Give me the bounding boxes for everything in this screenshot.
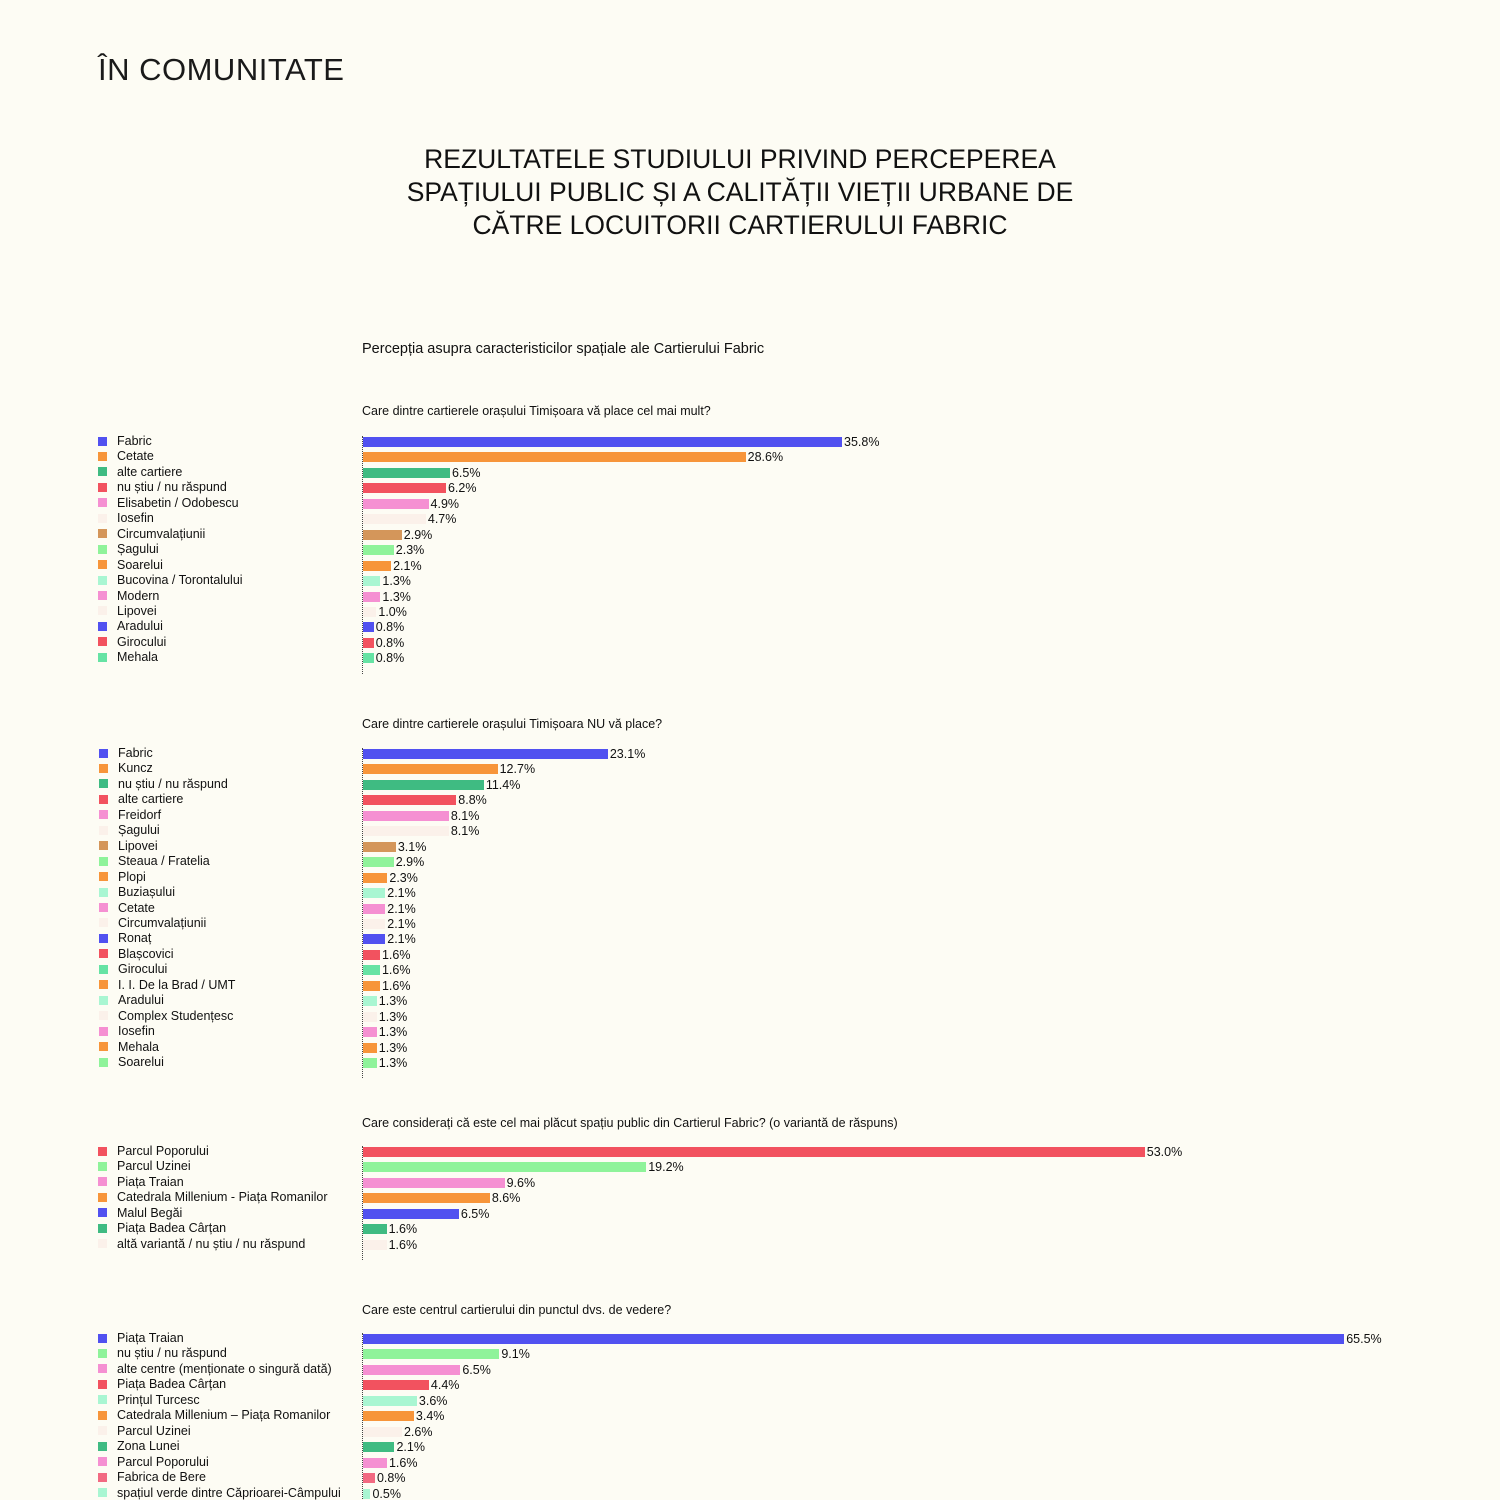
bar <box>363 1012 377 1022</box>
bar <box>363 1396 417 1406</box>
legend-swatch <box>98 452 107 461</box>
data-label: 0.8% <box>375 651 405 666</box>
legend-swatch <box>98 437 107 446</box>
legend-label: Fabric <box>118 746 153 760</box>
bar <box>363 1193 490 1203</box>
legend-item <box>98 1346 227 1361</box>
chart-question: Care dintre cartierele orașului Timișoara vă place cel mai mult? <box>362 404 711 418</box>
legend-label: Buziașului <box>118 885 175 900</box>
legend-label: Iosefin <box>117 511 154 526</box>
legend-item <box>98 619 163 634</box>
legend-item <box>98 1237 305 1252</box>
chart-question: Care este centrul cartierului din punctul dvs. de vedere? <box>362 1303 672 1317</box>
bar <box>363 795 456 805</box>
legend-item <box>99 746 153 761</box>
legend-item <box>98 650 158 665</box>
bar <box>363 561 391 571</box>
legend-item <box>99 885 175 900</box>
bar <box>363 1043 377 1053</box>
bar <box>363 1427 402 1437</box>
legend-label: Cetate <box>118 900 155 915</box>
section-subtitle: Percepția asupra caracteristicilor spațiale ale Cartierului Fabric <box>362 341 765 357</box>
legend-swatch <box>99 810 108 819</box>
legend-label: Parcul Poporului <box>117 1144 209 1158</box>
legend-label: Piața Traian <box>117 1174 184 1189</box>
legend-swatch <box>98 1426 107 1435</box>
legend-label: Șagului <box>118 823 160 838</box>
data-label: 2.1% <box>387 901 416 916</box>
legend-label: Mehala <box>118 1039 159 1054</box>
legend-swatch <box>98 576 107 585</box>
legend-swatch <box>98 653 107 662</box>
data-label: 9.1% <box>501 1347 530 1362</box>
legend-item <box>99 916 206 931</box>
data-label: 0.8% <box>376 1471 406 1486</box>
data-label: 19.2% <box>648 1160 684 1175</box>
legend-label: Zona Lunei <box>117 1439 180 1454</box>
legend-swatch <box>98 1239 107 1248</box>
title-line: REZULTATELE STUDIULUI PRIVIND PERCEPEREA <box>424 144 1056 174</box>
legend-label: Piața Traian <box>117 1331 184 1345</box>
legend-swatch <box>98 1442 107 1451</box>
legend-swatch <box>99 1042 108 1051</box>
page-title <box>340 143 1140 242</box>
bar <box>363 873 387 883</box>
legend-item <box>99 947 174 962</box>
legend-label: Lipovei <box>117 603 157 618</box>
data-label: 4.9% <box>430 496 460 511</box>
legend-item <box>99 808 161 823</box>
legend-swatch <box>99 1027 108 1036</box>
legend-item <box>99 839 158 854</box>
legend-item <box>99 761 153 776</box>
legend-swatch <box>98 1488 107 1497</box>
legend-swatch <box>98 1208 107 1217</box>
bar <box>363 576 380 586</box>
legend-item <box>99 777 228 792</box>
legend-label: Catedrala Millenium - Piața Romanilor <box>117 1190 328 1205</box>
bar <box>363 1365 460 1375</box>
legend-swatch <box>98 1395 107 1404</box>
data-label: 2.3% <box>395 543 425 558</box>
legend-label: Aradului <box>118 993 164 1008</box>
legend-swatch <box>98 1224 107 1233</box>
data-label: 8.1% <box>450 808 480 823</box>
legend-item <box>99 870 146 885</box>
legend-item <box>98 589 159 604</box>
legend-item <box>99 792 183 807</box>
legend-swatch <box>98 1473 107 1482</box>
legend-label: altă variantă / nu știu / nu răspund <box>117 1236 306 1251</box>
legend-item <box>99 1055 164 1070</box>
bar <box>363 1027 377 1037</box>
legend-item <box>98 449 154 464</box>
legend-label: nu știu / nu răspund <box>118 776 228 791</box>
legend-swatch <box>98 545 107 554</box>
bar <box>363 749 608 759</box>
data-label: 6.2% <box>447 481 477 496</box>
legend-label: Catedrala Millenium – Piața Romanilor <box>117 1408 331 1423</box>
bar <box>363 514 426 524</box>
legend-swatch <box>99 841 108 850</box>
bar <box>363 764 498 774</box>
bar <box>363 1162 646 1172</box>
bar <box>363 653 374 663</box>
legend-label: Mehala <box>117 650 158 665</box>
bar <box>363 1209 459 1219</box>
data-label: 1.6% <box>381 963 411 978</box>
data-label: 28.6% <box>747 450 784 465</box>
legend-item <box>98 1393 200 1408</box>
legend-swatch <box>98 1193 107 1202</box>
bar <box>363 1489 370 1499</box>
bar <box>363 1224 387 1234</box>
legend-swatch <box>98 560 107 569</box>
legend-swatch <box>98 1177 107 1186</box>
legend-label: Bucovina / Torontalului <box>117 573 243 588</box>
data-label: 2.6% <box>403 1424 433 1439</box>
legend-swatch <box>99 749 108 758</box>
data-label: 1.3% <box>378 1025 408 1040</box>
legend-label: Fabric <box>117 434 152 448</box>
bar <box>363 780 484 790</box>
legend-item <box>99 823 160 838</box>
legend-swatch <box>99 1011 108 1020</box>
legend-label: Lipovei <box>118 838 158 853</box>
legend-label: alte cartiere <box>118 792 184 807</box>
bar <box>363 1458 387 1468</box>
legend-item <box>98 1439 180 1454</box>
data-label: 6.5% <box>451 465 481 480</box>
legend-item <box>98 635 166 650</box>
data-label: 8.8% <box>458 793 487 808</box>
legend-swatch <box>98 514 107 523</box>
data-label: 0.8% <box>375 620 405 635</box>
bar <box>363 811 449 821</box>
legend-item <box>98 558 163 573</box>
bar <box>363 965 380 975</box>
title-line: CĂTRE LOCUITORII CARTIERULUI FABRIC <box>472 210 1008 240</box>
data-label: 2.1% <box>387 932 416 947</box>
bar <box>363 981 380 991</box>
bar <box>363 1349 499 1359</box>
data-label: 6.5% <box>462 1362 491 1377</box>
legend-swatch <box>99 949 108 958</box>
data-label: 3.6% <box>418 1393 448 1408</box>
bar <box>363 950 380 960</box>
data-label: 3.4% <box>415 1409 445 1424</box>
legend-swatch <box>99 795 108 804</box>
data-label: 2.1% <box>393 558 422 573</box>
legend-swatch <box>98 529 107 538</box>
data-label: 12.7% <box>499 762 536 777</box>
legend-swatch <box>99 826 108 835</box>
legend-label: Piața Badea Cârțan <box>117 1221 227 1236</box>
bar <box>363 468 450 478</box>
legend-swatch <box>98 467 107 476</box>
bar <box>363 530 402 540</box>
bar <box>363 888 385 898</box>
legend-swatch <box>98 1147 107 1156</box>
legend-label: Malul Begăi <box>117 1205 183 1220</box>
data-label: 2.1% <box>387 886 416 901</box>
legend-item <box>98 1408 330 1423</box>
legend-item <box>98 1424 191 1439</box>
data-label: 6.5% <box>460 1206 490 1221</box>
data-label: 23.1% <box>609 747 646 761</box>
data-label: 53.0% <box>1146 1145 1183 1159</box>
legend-item <box>99 962 167 977</box>
bar <box>363 919 385 929</box>
bar <box>363 499 429 509</box>
data-label: 3.1% <box>397 839 427 854</box>
bar <box>363 1058 377 1068</box>
legend-label: Șagului <box>117 542 159 557</box>
legend-label: Girocului <box>118 962 168 977</box>
legend-label: nu știu / nu răspund <box>117 480 227 495</box>
legend-item <box>98 604 157 619</box>
legend-label: Prințul Turcesc <box>117 1392 200 1407</box>
bar <box>363 607 376 617</box>
legend-item <box>99 854 210 869</box>
legend-swatch <box>99 903 108 912</box>
legend-item <box>99 901 155 916</box>
bar <box>363 1334 1344 1344</box>
legend-swatch <box>99 980 108 989</box>
data-label: 1.3% <box>382 574 411 589</box>
legend-item <box>99 1024 155 1039</box>
legend-item <box>98 1455 209 1470</box>
bar <box>363 545 394 555</box>
legend-swatch <box>98 637 107 646</box>
title-line: SPAȚIULUI PUBLIC ȘI A CALITĂȚII VIEȚII URBANE DE <box>406 177 1074 207</box>
data-label: 11.4% <box>485 777 521 792</box>
legend-item <box>98 496 239 511</box>
legend-label: Circumvalațiunii <box>117 526 206 541</box>
legend-swatch <box>98 1364 107 1373</box>
data-label: 2.1% <box>396 1440 425 1455</box>
bar <box>363 996 377 1006</box>
logo: ÎN COMUNITATE <box>98 52 345 87</box>
legend-item <box>98 1221 226 1236</box>
legend-swatch <box>98 1380 107 1389</box>
legend-item <box>98 1206 182 1221</box>
legend-swatch <box>99 872 108 881</box>
data-label: 0.8% <box>375 635 405 650</box>
legend-item <box>98 1175 184 1190</box>
legend-label: spațiul verde dintre Căprioarei-Câmpului <box>117 1485 341 1500</box>
legend-label: Parcul Uzinei <box>117 1159 191 1174</box>
bar <box>363 592 380 602</box>
legend-item <box>99 978 235 993</box>
legend-item <box>98 480 227 495</box>
legend-swatch <box>99 918 108 927</box>
legend-swatch <box>98 498 107 507</box>
bar <box>363 1473 375 1483</box>
data-label: 65.5% <box>1346 1332 1382 1346</box>
data-label: 1.3% <box>378 1056 408 1070</box>
bar <box>363 1178 505 1188</box>
data-label: 1.6% <box>381 947 411 962</box>
legend-label: Elisabetin / Odobescu <box>117 495 239 510</box>
data-label: 35.8% <box>844 435 880 449</box>
legend-label: Parcul Poporului <box>117 1454 209 1469</box>
legend-swatch <box>98 1334 107 1343</box>
data-label: 8.1% <box>450 824 480 839</box>
data-label: 2.9% <box>395 855 425 870</box>
legend-swatch <box>98 1411 107 1420</box>
legend-label: Freidorf <box>118 807 162 822</box>
data-label: 1.6% <box>388 1237 418 1252</box>
legend-swatch <box>98 483 107 492</box>
legend-swatch <box>99 764 108 773</box>
legend-swatch <box>98 1349 107 1358</box>
data-label: 2.9% <box>403 527 433 542</box>
legend-item <box>99 931 151 946</box>
legend-swatch <box>99 965 108 974</box>
bar <box>363 904 385 914</box>
legend-swatch <box>98 606 107 615</box>
bar <box>363 842 396 852</box>
legend-swatch <box>98 622 107 631</box>
bar <box>363 1442 394 1452</box>
data-label: 0.5% <box>372 1486 401 1500</box>
legend-item <box>98 1144 209 1159</box>
chart-question: Care dintre cartierele orașului Timișoara NU vă place? <box>362 717 663 731</box>
legend-item <box>98 511 154 526</box>
legend-label: Cetate <box>117 449 154 464</box>
legend-label: Blașcovici <box>118 946 174 961</box>
bar <box>363 437 842 447</box>
legend-label: Parcul Uzinei <box>117 1423 191 1438</box>
legend-item <box>98 465 182 480</box>
legend-item <box>99 1009 233 1024</box>
bar <box>363 1147 1145 1157</box>
legend-swatch <box>99 888 108 897</box>
legend-label: Kuncz <box>118 761 153 776</box>
bar <box>363 452 746 462</box>
legend-label: Modern <box>117 588 160 603</box>
data-label: 4.7% <box>427 512 457 527</box>
bar <box>363 826 449 836</box>
data-label: 1.0% <box>378 604 407 619</box>
legend-item <box>98 1331 184 1346</box>
legend-swatch <box>99 934 108 943</box>
legend-item <box>98 1190 328 1205</box>
data-label: 4.4% <box>430 1378 460 1393</box>
legend-label: Aradului <box>117 619 163 634</box>
legend-label: alte centre (menționate o singură dată) <box>117 1361 332 1376</box>
legend-item <box>98 1362 332 1377</box>
chart-question: Care considerați că este cel mai plăcut spațiu public din Cartierul Fabric? (o variantă de răspuns) <box>362 1116 898 1130</box>
data-label: 1.6% <box>381 978 411 993</box>
legend-label: Steaua / Fratelia <box>118 854 210 869</box>
bar <box>363 1240 387 1250</box>
legend-label: Soarelui <box>118 1055 164 1069</box>
bar <box>363 483 446 493</box>
legend-item <box>98 1159 191 1174</box>
legend-label: Piața Badea Cârțan <box>117 1377 227 1392</box>
data-label: 1.6% <box>388 1455 418 1470</box>
legend-label: alte cartiere <box>117 464 183 479</box>
data-label: 8.6% <box>491 1191 521 1206</box>
bar <box>363 857 394 867</box>
legend-label: I. I. De la Brad / UMT <box>118 977 236 992</box>
legend-item <box>98 1377 226 1392</box>
legend-label: Plopi <box>118 869 146 884</box>
legend-swatch <box>98 1162 107 1171</box>
data-label: 1.3% <box>378 1040 408 1055</box>
data-label: 2.1% <box>387 916 416 931</box>
legend-label: nu știu / nu răspund <box>117 1346 227 1361</box>
legend-item <box>98 573 243 588</box>
legend-item <box>98 1486 341 1500</box>
legend-swatch <box>98 1457 107 1466</box>
legend-item <box>98 527 205 542</box>
bar <box>363 638 374 648</box>
legend-item <box>99 993 164 1008</box>
data-label: 1.3% <box>382 589 411 604</box>
legend-label: Soarelui <box>117 557 163 572</box>
bar <box>363 622 374 632</box>
legend-swatch <box>98 591 107 600</box>
legend-label: Iosefin <box>118 1024 155 1039</box>
legend-label: Circumvalațiunii <box>118 915 207 930</box>
legend-item <box>98 542 159 557</box>
legend-label: Complex Studențesc <box>118 1008 234 1023</box>
legend-swatch <box>99 1058 108 1067</box>
data-label: 1.3% <box>378 1009 408 1024</box>
legend-swatch <box>99 857 108 866</box>
legend-label: Fabrica de Bere <box>117 1470 206 1485</box>
legend-item <box>99 1040 159 1055</box>
legend-label: Ronaț <box>118 931 152 946</box>
data-label: 1.6% <box>388 1222 418 1237</box>
legend-item <box>98 434 152 449</box>
bar <box>363 1380 429 1390</box>
legend-swatch <box>99 996 108 1005</box>
legend-label: Girocului <box>117 634 167 649</box>
legend-swatch <box>99 779 108 788</box>
legend-item <box>98 1470 206 1485</box>
data-label: 1.3% <box>378 994 408 1009</box>
bar <box>363 934 385 944</box>
bar <box>363 1411 414 1421</box>
data-label: 9.6% <box>506 1175 536 1190</box>
data-label: 2.3% <box>389 870 418 885</box>
